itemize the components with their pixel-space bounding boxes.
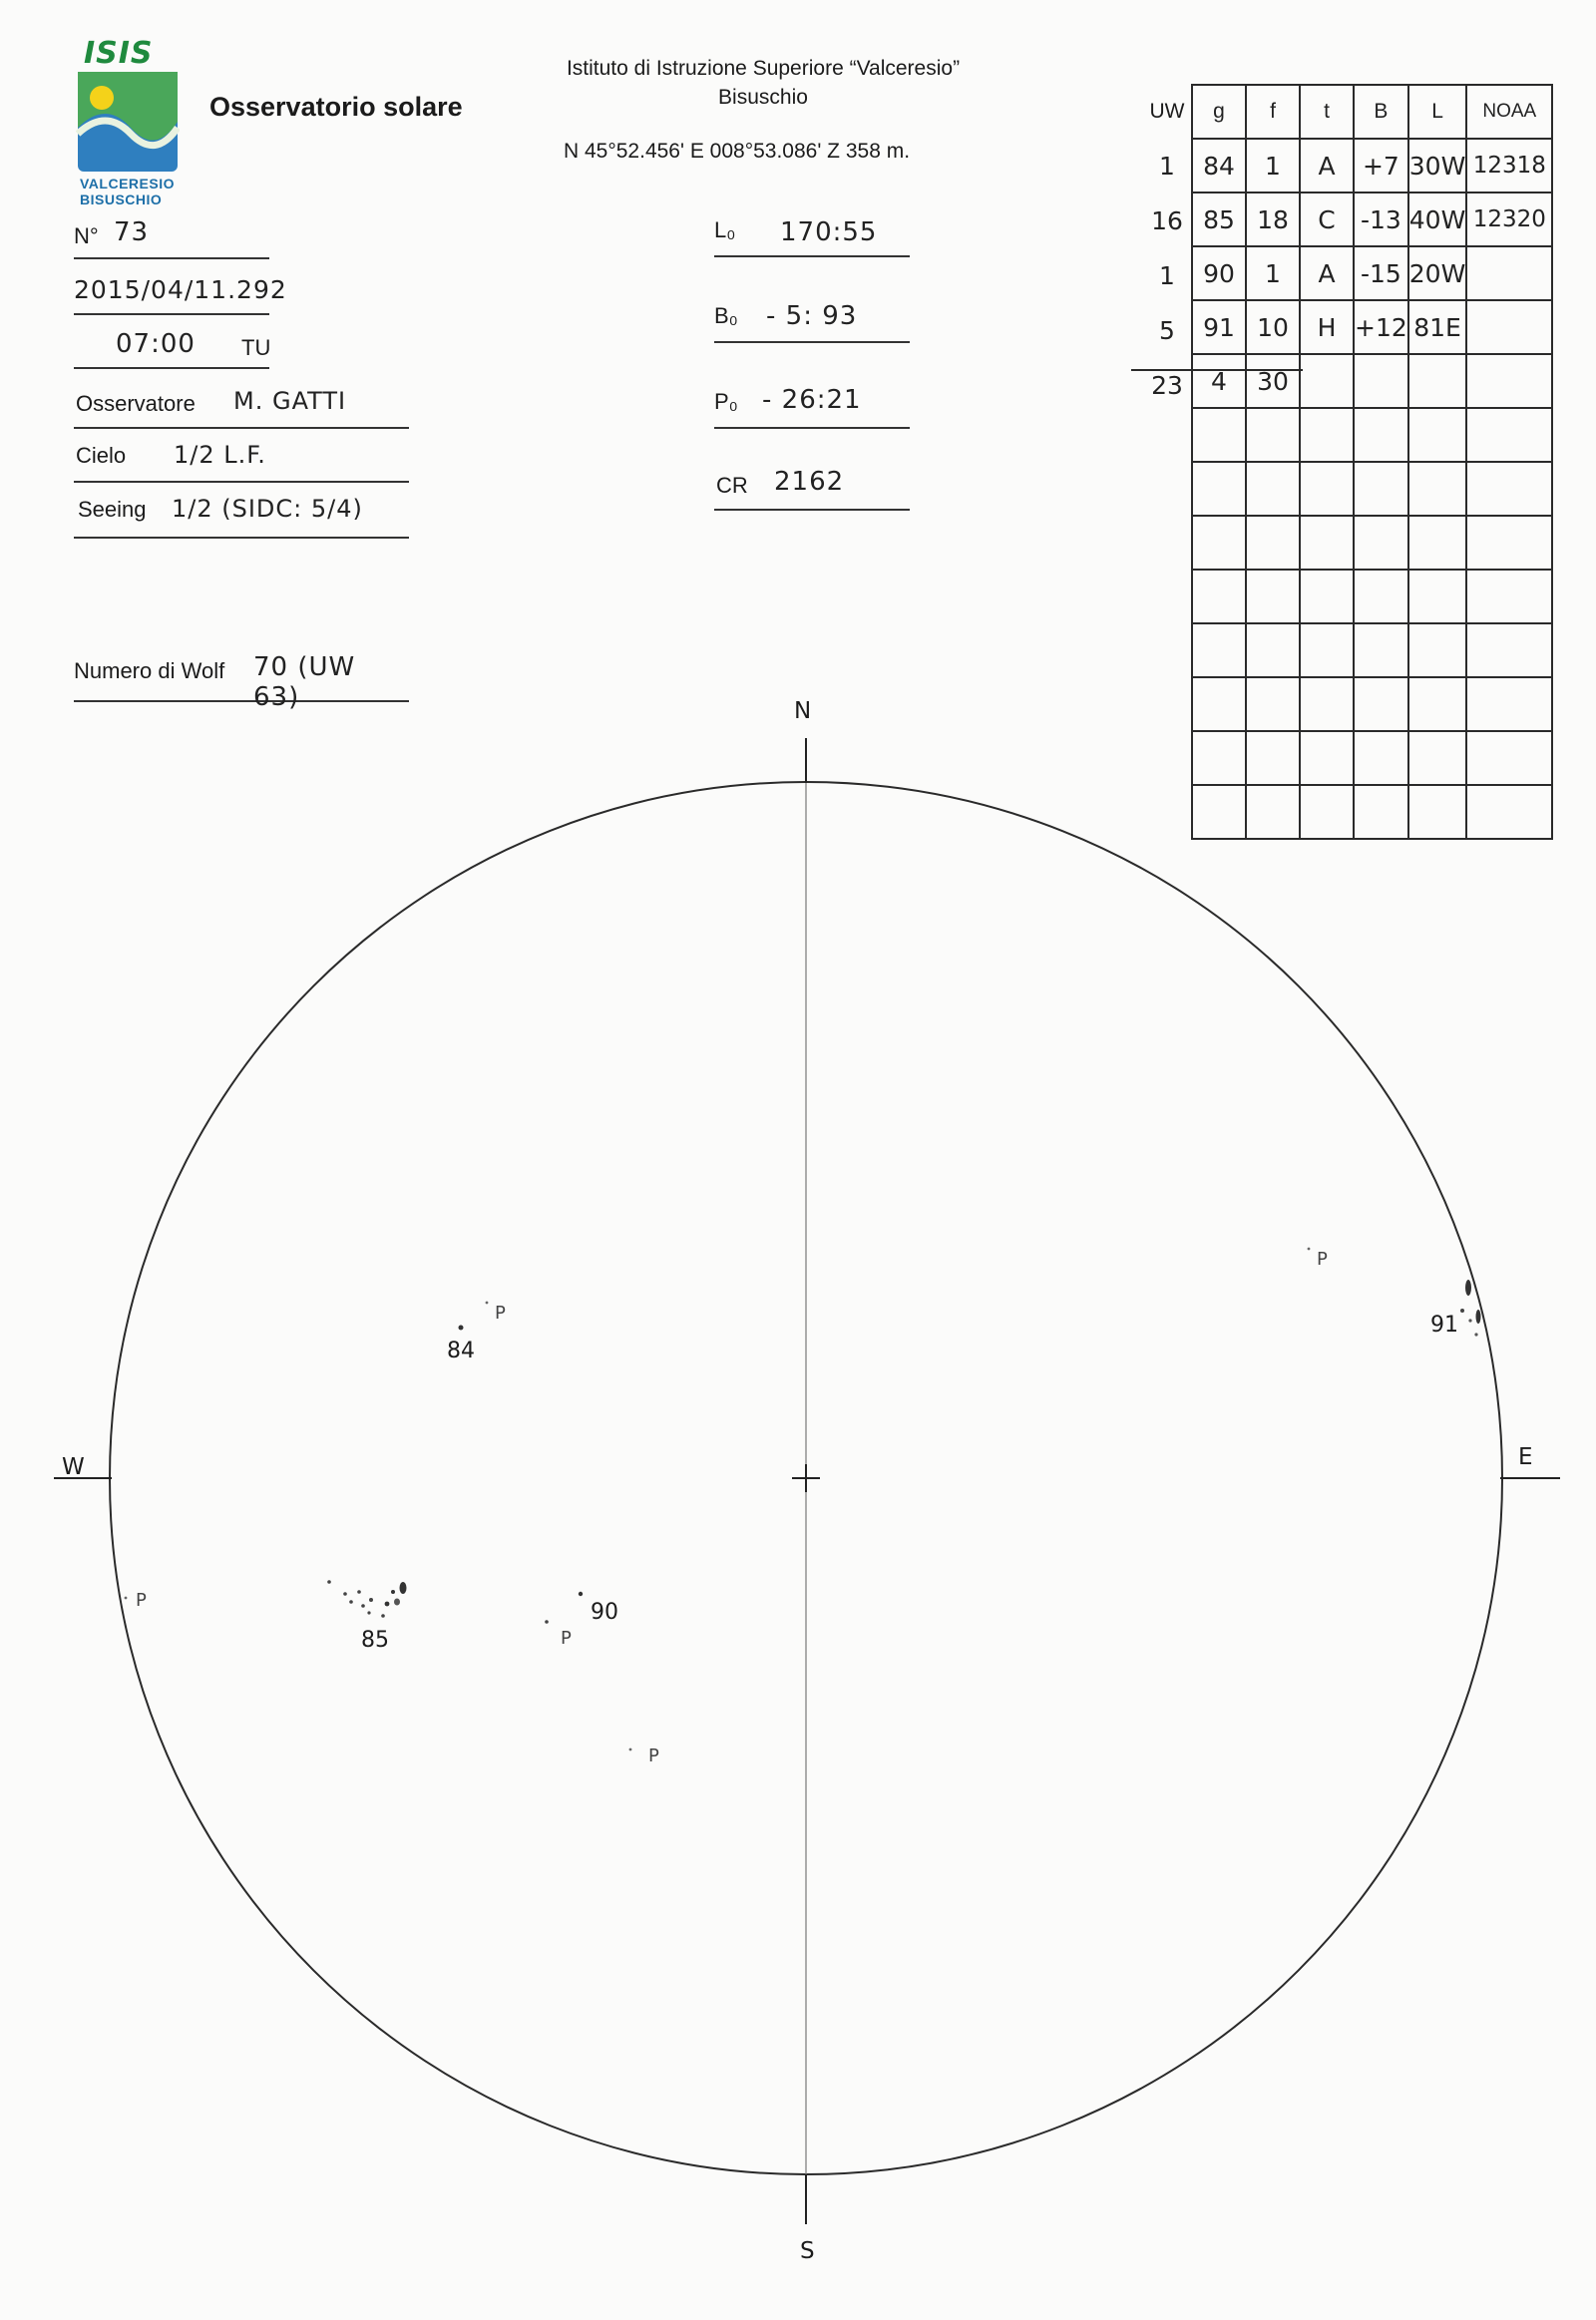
cell-b: +7 — [1354, 139, 1408, 193]
number-value: 73 — [114, 217, 150, 247]
logo-wordmark: ISIS — [84, 36, 154, 71]
seeing-value: 1/2 (SIDC: 5/4) — [172, 495, 363, 523]
p0-value: - 26:21 — [762, 385, 862, 415]
sky-label: Cielo — [76, 443, 127, 468]
uw-row-1: 1 — [1159, 152, 1175, 181]
cell-g: 90 — [1192, 246, 1246, 300]
cell-g: 85 — [1192, 193, 1246, 246]
l0-label: L₀ — [714, 217, 736, 242]
observer-value: M. GATTI — [233, 387, 347, 415]
institute-name: Istituto di Istruzione Superiore “Valceresio” — [566, 57, 961, 80]
cell-t: C — [1300, 193, 1354, 246]
west-label: W — [62, 1454, 85, 1480]
sky-value: 1/2 L.F. — [174, 441, 266, 469]
institute-town: Bisuschio — [718, 86, 808, 109]
group-label-85: 85 — [361, 1628, 389, 1653]
cell-f: 1 — [1246, 246, 1300, 300]
cell-t: H — [1300, 300, 1354, 354]
uw-row-4: 5 — [1159, 316, 1175, 345]
p-mark-84: P — [495, 1303, 506, 1324]
total-g: 4 — [1192, 354, 1246, 408]
header-g: g — [1192, 85, 1246, 139]
cell-g: 84 — [1192, 139, 1246, 193]
east-label: E — [1518, 1444, 1533, 1470]
p-mark-south: P — [648, 1745, 659, 1766]
cell-b: +12 — [1354, 300, 1408, 354]
p-mark-90: P — [561, 1628, 572, 1649]
p0-label: P₀ — [714, 389, 738, 414]
group-label-90: 90 — [591, 1600, 618, 1625]
seeing-label: Seeing — [78, 497, 147, 522]
l0-value: 170:55 — [780, 217, 878, 247]
cr-value: 2162 — [774, 467, 845, 497]
uw-header: UW — [1149, 100, 1185, 123]
spot-90-b — [545, 1620, 549, 1624]
header-t: t — [1300, 85, 1354, 139]
cell-b: -13 — [1354, 193, 1408, 246]
uw-row-2: 16 — [1151, 206, 1183, 235]
total-f: 30 — [1246, 354, 1300, 408]
uw-total: 23 — [1151, 371, 1183, 400]
spot-84 — [459, 1326, 464, 1331]
wolf-value: 70 (UW 63) — [253, 652, 356, 712]
group-label-91: 91 — [1430, 1313, 1458, 1338]
cell-l: 40W — [1408, 193, 1467, 246]
cell-f: 10 — [1246, 300, 1300, 354]
cr-label: CR — [716, 473, 748, 498]
spot-90 — [579, 1592, 583, 1596]
header-f: f — [1246, 85, 1300, 139]
time-value: 07:00 — [116, 329, 196, 359]
cell-l: 20W — [1408, 246, 1467, 300]
cell-l: 30W — [1408, 139, 1467, 193]
logo-text-bisuschio: BISUSCHIO — [80, 192, 163, 207]
spot-cluster-91 — [1460, 1280, 1481, 1337]
cell-t: A — [1300, 246, 1354, 300]
date-value: 2015/04/11.292 — [74, 275, 287, 304]
cell-l: 81E — [1408, 300, 1467, 354]
header-noaa: NOAA — [1466, 85, 1552, 139]
south-label: S — [800, 2238, 815, 2264]
cell-g: 91 — [1192, 300, 1246, 354]
cell-noaa: 12320 — [1466, 193, 1552, 246]
cell-t: A — [1300, 139, 1354, 193]
header-b: B — [1354, 85, 1408, 139]
b0-label: B₀ — [714, 303, 738, 328]
cell-noaa: 12318 — [1466, 139, 1552, 193]
group-label-84: 84 — [447, 1339, 475, 1363]
observer-label: Osservatore — [76, 391, 196, 416]
observatory-title: Osservatorio solare — [209, 92, 463, 122]
site-coordinates: N 45°52.456' E 008°53.086' Z 358 m. — [564, 140, 911, 163]
north-label: N — [794, 698, 812, 724]
cell-f: 1 — [1246, 139, 1300, 193]
number-label: N° — [74, 223, 99, 248]
cell-b: -15 — [1354, 246, 1408, 300]
logo-text-valceresio: VALCERESIO — [80, 176, 175, 192]
uw-row-3: 1 — [1159, 261, 1175, 290]
p-mark-west: P — [136, 1590, 147, 1611]
time-unit: TU — [241, 335, 271, 360]
b0-value: - 5: 93 — [766, 301, 858, 331]
spot-cluster-85 — [327, 1580, 406, 1618]
p-mark-ne: P — [1317, 1249, 1328, 1270]
wolf-label: Numero di Wolf — [74, 658, 225, 683]
cell-f: 18 — [1246, 193, 1300, 246]
header-l: L — [1408, 85, 1467, 139]
